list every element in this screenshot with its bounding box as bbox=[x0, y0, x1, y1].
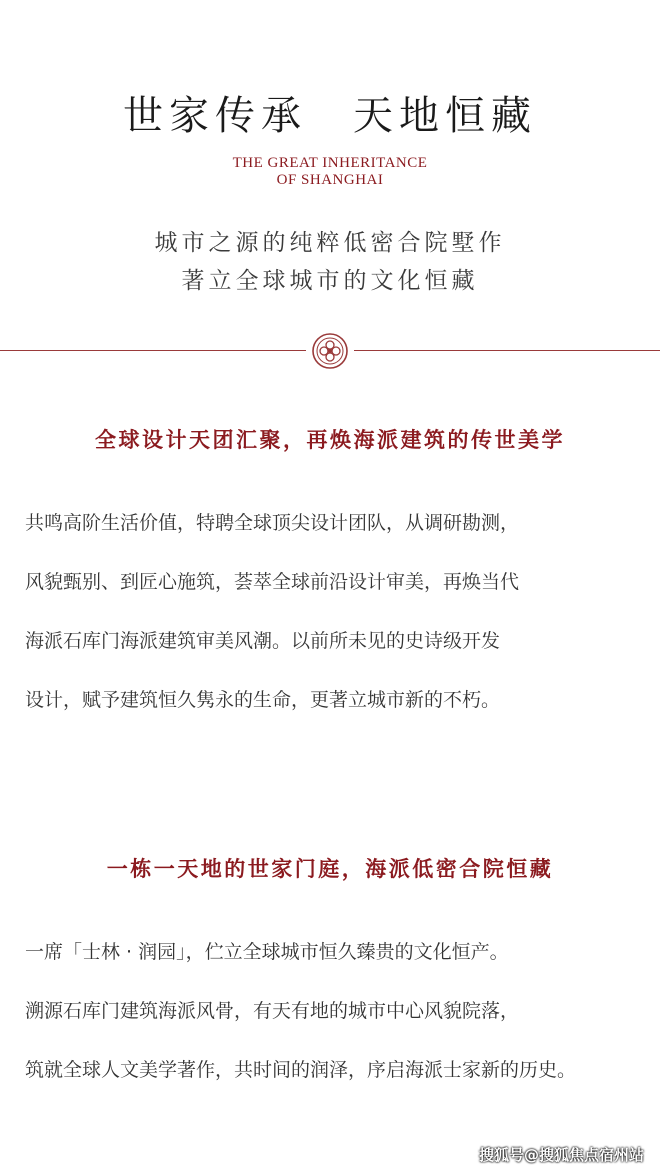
divider-line-left bbox=[0, 350, 306, 351]
paragraph-line: 海派石库门海派建筑审美风潮。以前所未见的史诗级开发 bbox=[25, 630, 501, 652]
english-subtitle-line-2: OF SHANGHAI bbox=[276, 172, 384, 188]
section-heading-2: 一栋一天地的世家门庭，海派低密合院恒藏 bbox=[106, 857, 554, 881]
english-subtitle bbox=[0, 155, 660, 189]
section-heading-1: 全球设计天团汇聚，再焕海派建筑的传世美学 bbox=[95, 428, 565, 452]
paragraph-line: 筑就全球人文美学著作，共时间的润泽，序启海派士家新的历史。 bbox=[25, 1059, 577, 1081]
ornamental-knot-icon bbox=[310, 331, 350, 371]
english-subtitle-line-1: THE GREAT INHERITANCE bbox=[232, 155, 428, 171]
tagline-line-2: 著立全球城市的文化恒藏 bbox=[181, 268, 479, 294]
tagline-line-1: 城市之源的纯粹低密合院墅作 bbox=[154, 230, 506, 256]
paragraph-line: 一席「士林 · 润园」，伫立全球城市恒久臻贵的文化恒产。 bbox=[25, 941, 509, 963]
tagline bbox=[0, 224, 660, 300]
paragraph-line: 溯源石库门建筑海派风骨，有天有地的城市中心风貌院落， bbox=[25, 1000, 520, 1022]
paragraph-line: 共鸣高阶生活价值，特聘全球顶尖设计团队，从调研勘测， bbox=[25, 512, 520, 534]
paragraph-line: 风貌甄别、到匠心施筑，荟萃全球前沿设计审美，再焕当代 bbox=[25, 571, 520, 593]
divider-line-right bbox=[354, 350, 660, 351]
paragraph-line: 设计，赋予建筑恒久隽永的生命，更著立城市新的不朽。 bbox=[25, 689, 501, 711]
page-title: 世家传承 天地恒藏 bbox=[123, 93, 537, 139]
ornamental-divider bbox=[0, 331, 660, 371]
source-watermark: 搜狐号@搜狐焦点宿州站 bbox=[478, 1146, 644, 1164]
